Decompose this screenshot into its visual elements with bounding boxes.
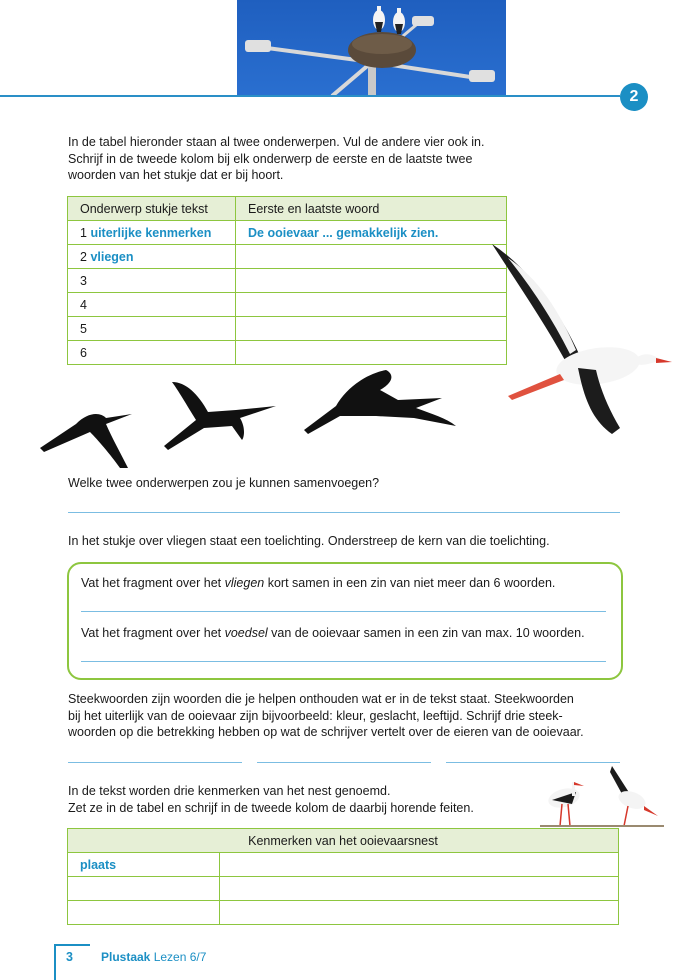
table-row [68,269,507,293]
summary-question-2 [81,625,636,642]
summary-question-1 [81,575,636,592]
intro-line: In de tabel hieronder staan al twee onderwerpen. Vul de andere vier ook in. [68,135,485,149]
storks-on-lamppost-photo [237,0,506,96]
answer-line[interactable] [446,762,620,763]
topic-cell[interactable] [68,245,236,269]
table-row [68,293,507,317]
words-cell[interactable] [236,269,507,293]
keywords-line: Steekwoorden zijn woorden die je helpen onthouden wat er in de tekst staat. Steekwoorden [68,692,574,706]
answer-line[interactable] [257,762,431,763]
fact-cell[interactable] [220,877,619,901]
words-cell[interactable] [236,317,507,341]
table-row [68,221,507,245]
table-row [68,901,619,925]
section-badge: 2 [620,83,648,111]
answer-line[interactable] [68,512,620,513]
words-cell[interactable] [236,245,507,269]
table-row [68,853,619,877]
q1-text-b: kort samen in een zin van niet meer dan 6 woorden. [264,576,556,590]
q2-text-b: van de ooievaar samen in een zin van max. 10 woorden. [267,626,585,640]
row-number: 1 [80,225,87,240]
table-row [68,341,507,365]
keywords-text [68,691,623,741]
answer-line[interactable] [81,611,606,612]
words-cell[interactable]: De ooievaar ... gemakkelijk zien. [236,221,507,245]
words-cell[interactable] [236,293,507,317]
feature-cell[interactable] [68,901,220,925]
topic-cell[interactable] [68,221,236,245]
topic-answer: vliegen [90,249,134,264]
row-number: 5 [80,321,87,336]
footer-rule [54,944,56,980]
page-number: 3 [66,950,73,964]
q1-text-em: vliegen [224,576,265,590]
fact-cell[interactable] [220,853,619,877]
words-cell[interactable] [236,341,507,365]
feature-cell[interactable] [68,877,220,901]
table-row [68,317,507,341]
topic-cell[interactable] [68,341,236,365]
topic-cell[interactable] [68,317,236,341]
keywords-line: woorden op die betrekking hebben op wat de schrijver vertelt over de eieren van de ooievaar. [68,725,584,739]
table-row [68,245,507,269]
q2-text-a: Vat het fragment over het [81,626,225,640]
table-header-row [68,197,507,221]
topic-answer: uiterlijke kenmerken [90,225,212,240]
row-number: 3 [80,273,87,288]
table-row [68,877,619,901]
table-header-row [68,829,619,853]
flying-stork-photo [488,238,672,438]
question-underline: In het stukje over vliegen staat een toelichting. Onderstreep de kern van die toelichting. [68,534,550,548]
footer-brand: Plustaak [101,950,151,964]
footer-subtitle: Lezen 6/7 [153,950,207,964]
topic-cell[interactable] [68,293,236,317]
question-merge: Welke twee onderwerpen zou je kunnen samenvoegen? [68,476,380,490]
nest-line: Zet ze in de tabel en schrijf in de tweede kolom de daarbij horende feiten. [68,800,474,815]
keywords-line: bij het uiterlijk van de ooievaar zijn bijvoorbeeld: kleur, geslacht, leeftijd. Schrijf drie steek- [68,708,563,723]
q1-text-a: Vat het fragment over het [81,576,225,590]
intro-line: Schrijf in de tweede kolom bij elk onderwerp de eerste en de laatste twee [68,151,473,166]
nest-table [67,828,619,925]
intro-text [68,134,623,184]
row-number: 4 [80,297,87,312]
topics-table [67,196,507,365]
intro-line: woorden van het stukje dat er bij hoort. [68,168,284,182]
column-header: Kenmerken van het ooievaarsnest [68,829,619,853]
nest-line: In de tekst worden drie kenmerken van het nest genoemd. [68,784,391,798]
feature-cell[interactable]: plaats [68,853,220,877]
answer-line[interactable] [81,661,606,662]
row-number: 2 [80,249,87,264]
fact-cell[interactable] [220,901,619,925]
nest-text [68,783,623,816]
header-rule [0,95,620,97]
column-header: Onderwerp stukje tekst [68,197,236,221]
stork-silhouette [36,368,466,473]
topic-cell[interactable] [68,269,236,293]
footer-title [101,950,206,964]
row-number: 6 [80,345,87,360]
answer-line[interactable] [68,762,242,763]
column-header: Eerste en laatste woord [236,197,507,221]
q2-text-em: voedsel [224,626,268,640]
footer-rule [54,944,90,946]
